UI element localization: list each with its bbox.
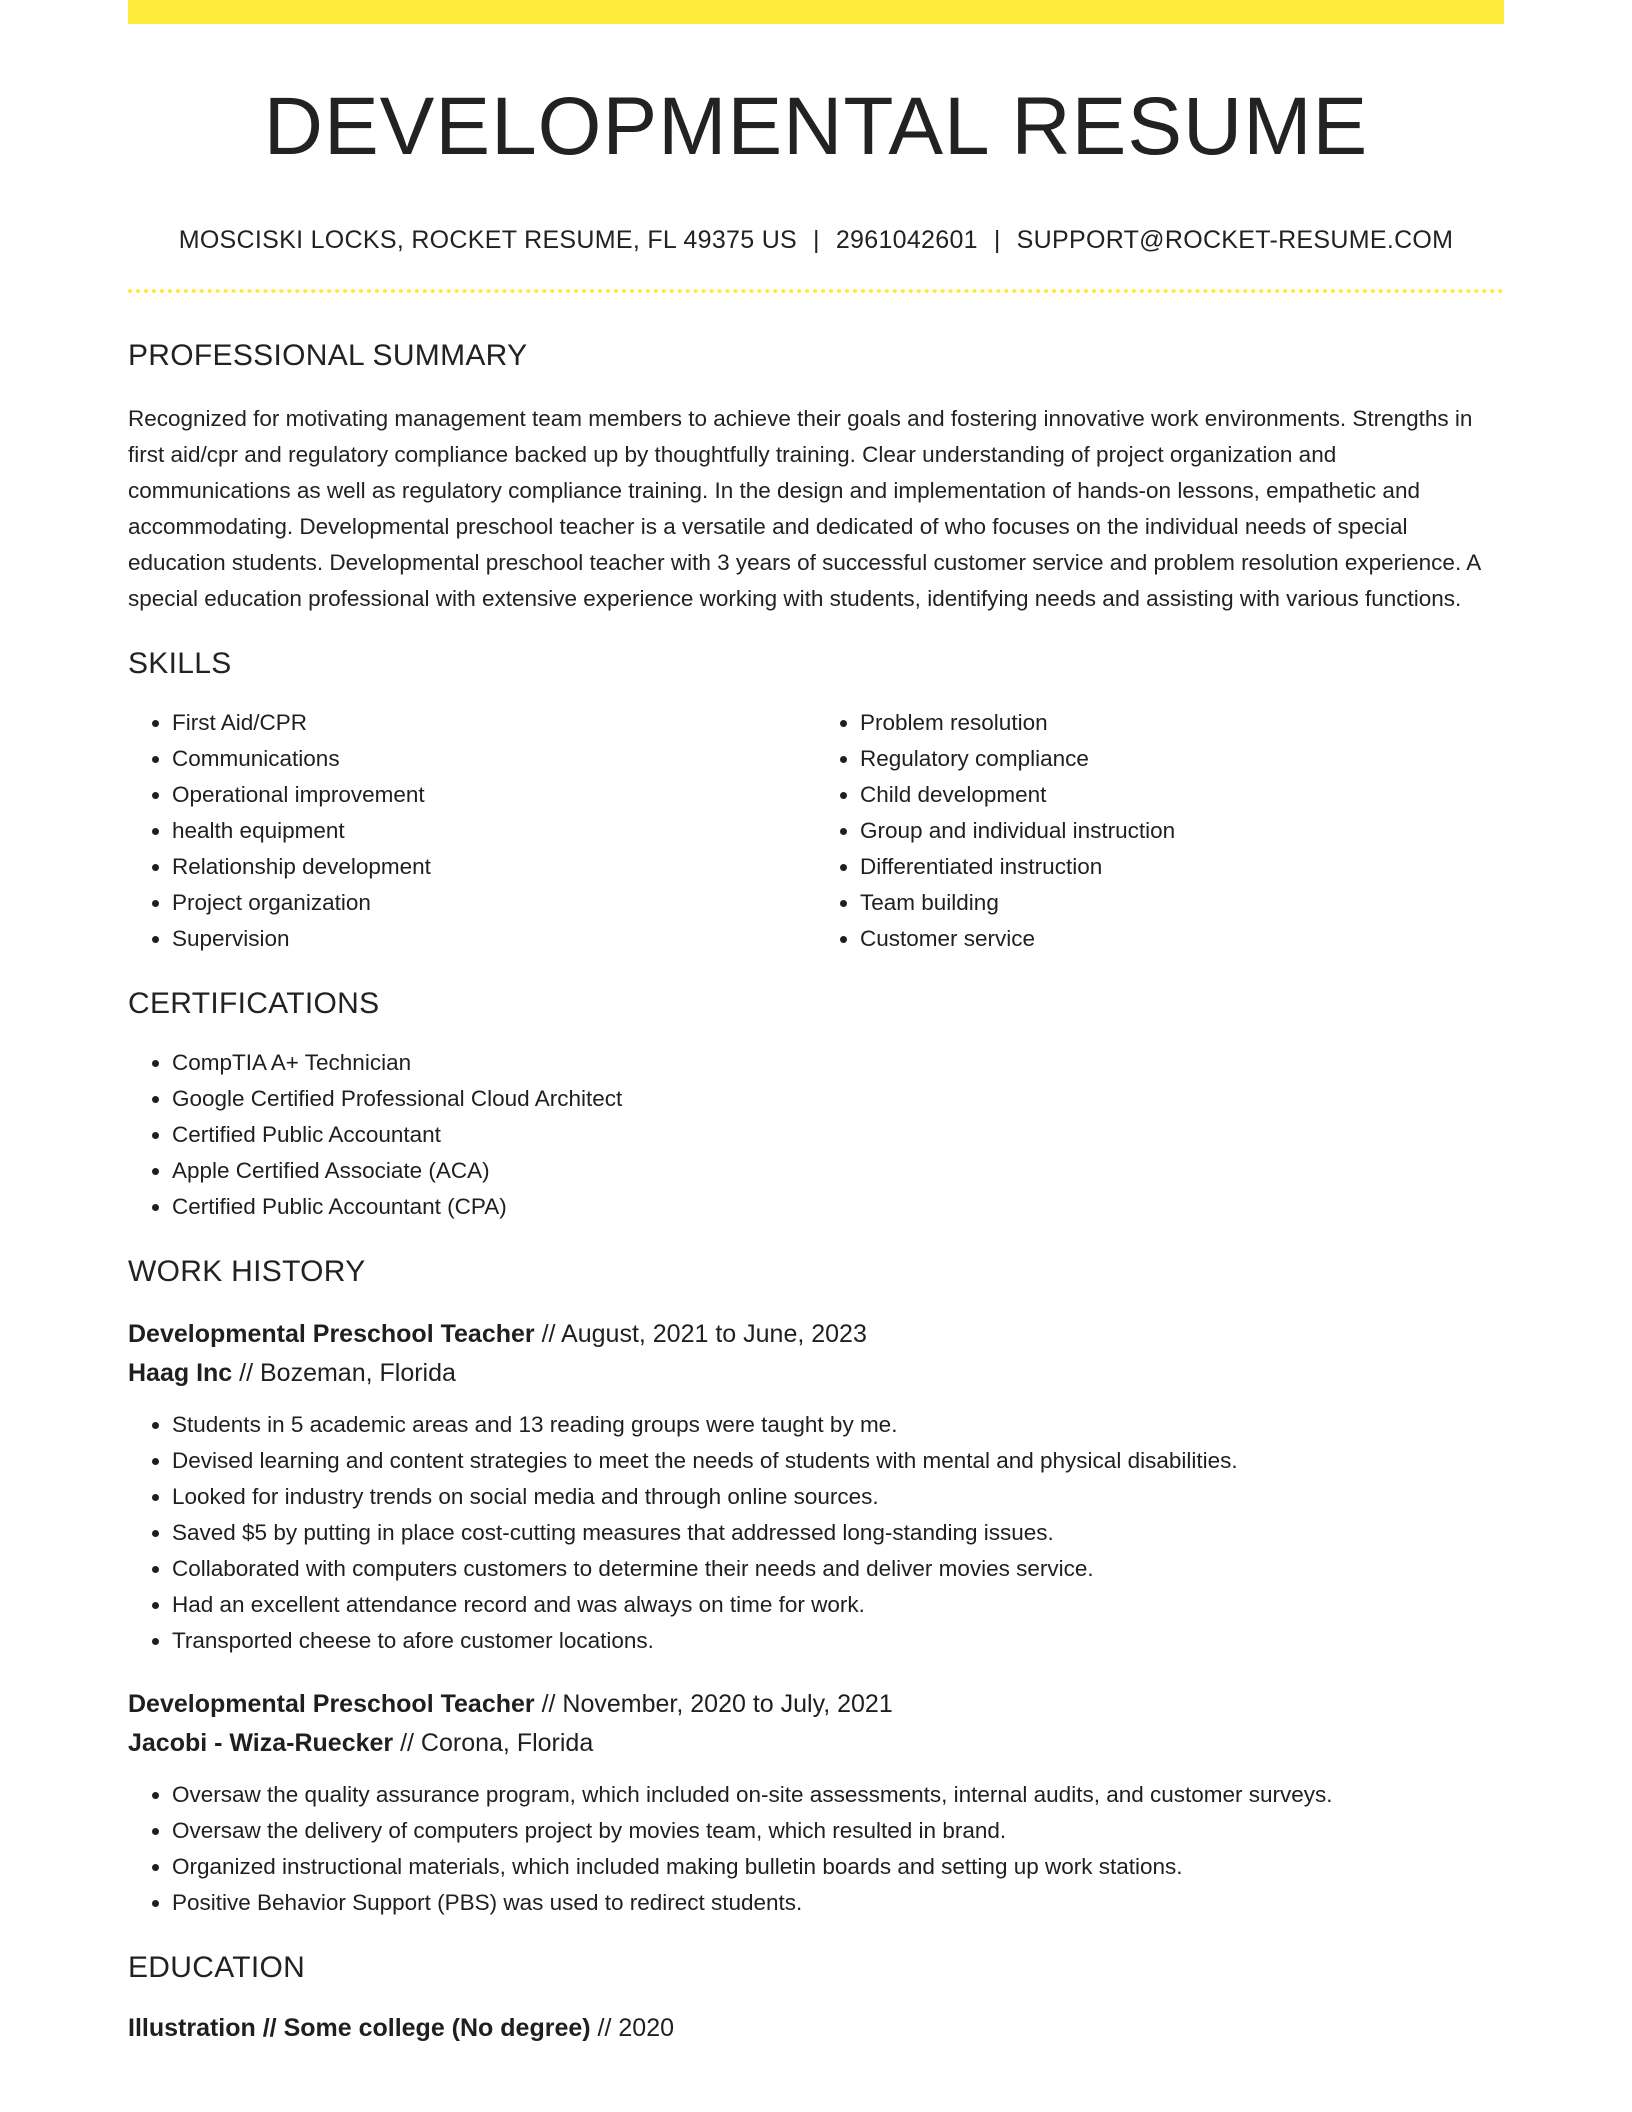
work-history-heading: WORK HISTORY [128, 1255, 366, 1289]
contact-separator: | [813, 226, 820, 255]
top-accent-bar [128, 0, 1504, 24]
summary-section [128, 339, 1504, 617]
education-section [128, 1951, 1504, 2048]
job-bullet: • Students in 5 academic areas and 13 reading groups were taught by me. [172, 1407, 1504, 1443]
contact-separator: | [993, 226, 1001, 255]
certifications-list [128, 1045, 1504, 1225]
job-title: Developmental Preschool Teacher [128, 1690, 535, 1719]
education-year: // 2020 [597, 2014, 674, 2043]
job-entry [128, 1685, 1504, 1921]
skill-item: • Relationship development [172, 849, 816, 885]
header-divider [128, 289, 1504, 293]
skill-item: • Problem resolution [860, 705, 1504, 741]
skill-item: • Differentiated instruction [860, 849, 1504, 885]
job-bullets [128, 1777, 1504, 1921]
resume-page [128, 0, 1504, 2048]
job-bullet: • Transported cheese to afore customer locations. [172, 1623, 1504, 1659]
education-degree: Illustration // Some college (No degree) [128, 2014, 591, 2043]
education-heading: EDUCATION [128, 1951, 306, 1985]
contact-line [128, 226, 1504, 255]
certification-item: • Certified Public Accountant (CPA) [172, 1189, 1504, 1225]
job-company: Jacobi - Wiza-Ruecker [128, 1729, 394, 1758]
job-location: // Bozeman, Florida [239, 1359, 456, 1388]
skill-item: • Child development [860, 777, 1504, 813]
contact-phone: 2961042601 [835, 226, 978, 255]
contact-address: MOSCISKI LOCKS, ROCKET RESUME, FL 49375 US [178, 226, 798, 255]
skill-item: • Regulatory compliance [860, 741, 1504, 777]
summary-heading: PROFESSIONAL SUMMARY [128, 339, 528, 373]
education-entry [128, 2009, 1504, 2048]
skills-heading: SKILLS [128, 647, 232, 681]
contact-email: SUPPORT@ROCKET-RESUME.COM [1016, 226, 1454, 255]
job-location: // Corona, Florida [400, 1729, 594, 1758]
skill-item: • Group and individual instruction [860, 813, 1504, 849]
certifications-heading: CERTIFICATIONS [128, 987, 380, 1021]
job-bullet: • Oversaw the delivery of computers project by movies team, which resulted in brand. [172, 1813, 1504, 1849]
job-company: Haag Inc [128, 1359, 233, 1388]
job-bullet: • Oversaw the quality assurance program, which included on-site assessments, internal audits, and customer surveys. [172, 1777, 1504, 1813]
skills-section [128, 647, 1504, 957]
job-title: Developmental Preschool Teacher [128, 1320, 535, 1349]
job-dates: // August, 2021 to June, 2023 [541, 1320, 867, 1349]
job-bullet: • Collaborated with computers customers to determine their needs and deliver movies service. [172, 1551, 1504, 1587]
skills-list-left [128, 705, 816, 957]
job-bullet: • Positive Behavior Support (PBS) was used to redirect students. [172, 1885, 1504, 1921]
skill-item: • Team building [860, 885, 1504, 921]
job-bullet: • Saved $5 by putting in place cost-cutting measures that addressed long-standing issues. [172, 1515, 1504, 1551]
certification-item: • CompTIA A+ Technician [172, 1045, 1504, 1081]
job-dates: // November, 2020 to July, 2021 [541, 1690, 893, 1719]
job-entry [128, 1315, 1504, 1659]
summary-text: Recognized for motivating management team members to achieve their goals and fostering innovative work environments. Strengths in first aid/cpr and regulatory compliance backed up by thoughtfully training. Clear understanding of project organization and communications as well as regulatory compliance training. In the design and implementation of hands-on lessons, empathetic and accommodating. Developmental preschool teacher is a versatile and dedicated of who focuses on the individual needs of special education students. Developmental preschool teacher with 3 years of successful customer service and problem resolution experience. A special education professional with extensive experience working with students, identifying needs and assisting with various functions. [128, 406, 1480, 612]
job-bullets [128, 1407, 1504, 1659]
skill-item: • Operational improvement [172, 777, 816, 813]
certifications-section [128, 987, 1504, 1225]
job-header [128, 1315, 1504, 1393]
work-history-section [128, 1255, 1504, 1921]
job-bullet: • Devised learning and content strategies to meet the needs of students with mental and physical disabilities. [172, 1443, 1504, 1479]
skill-item: • Project organization [172, 885, 816, 921]
skill-item: • First Aid/CPR [172, 705, 816, 741]
skills-list-right [816, 705, 1504, 957]
skill-item: • Communications [172, 741, 816, 777]
job-header [128, 1685, 1504, 1763]
job-bullet: • Had an excellent attendance record and was always on time for work. [172, 1587, 1504, 1623]
job-bullet: • Organized instructional materials, which included making bulletin boards and setting up work stations. [172, 1849, 1504, 1885]
resume-title: DEVELOPMENTAL RESUME [263, 81, 1369, 172]
certification-item: • Apple Certified Associate (ACA) [172, 1153, 1504, 1189]
job-bullet: • Looked for industry trends on social media and through online sources. [172, 1479, 1504, 1515]
skill-item: • Customer service [860, 921, 1504, 957]
skill-item: • Supervision [172, 921, 816, 957]
certification-item: • Google Certified Professional Cloud Architect [172, 1081, 1504, 1117]
skills-grid [128, 705, 1504, 957]
skill-item: • health equipment [172, 813, 816, 849]
certification-item: • Certified Public Accountant [172, 1117, 1504, 1153]
